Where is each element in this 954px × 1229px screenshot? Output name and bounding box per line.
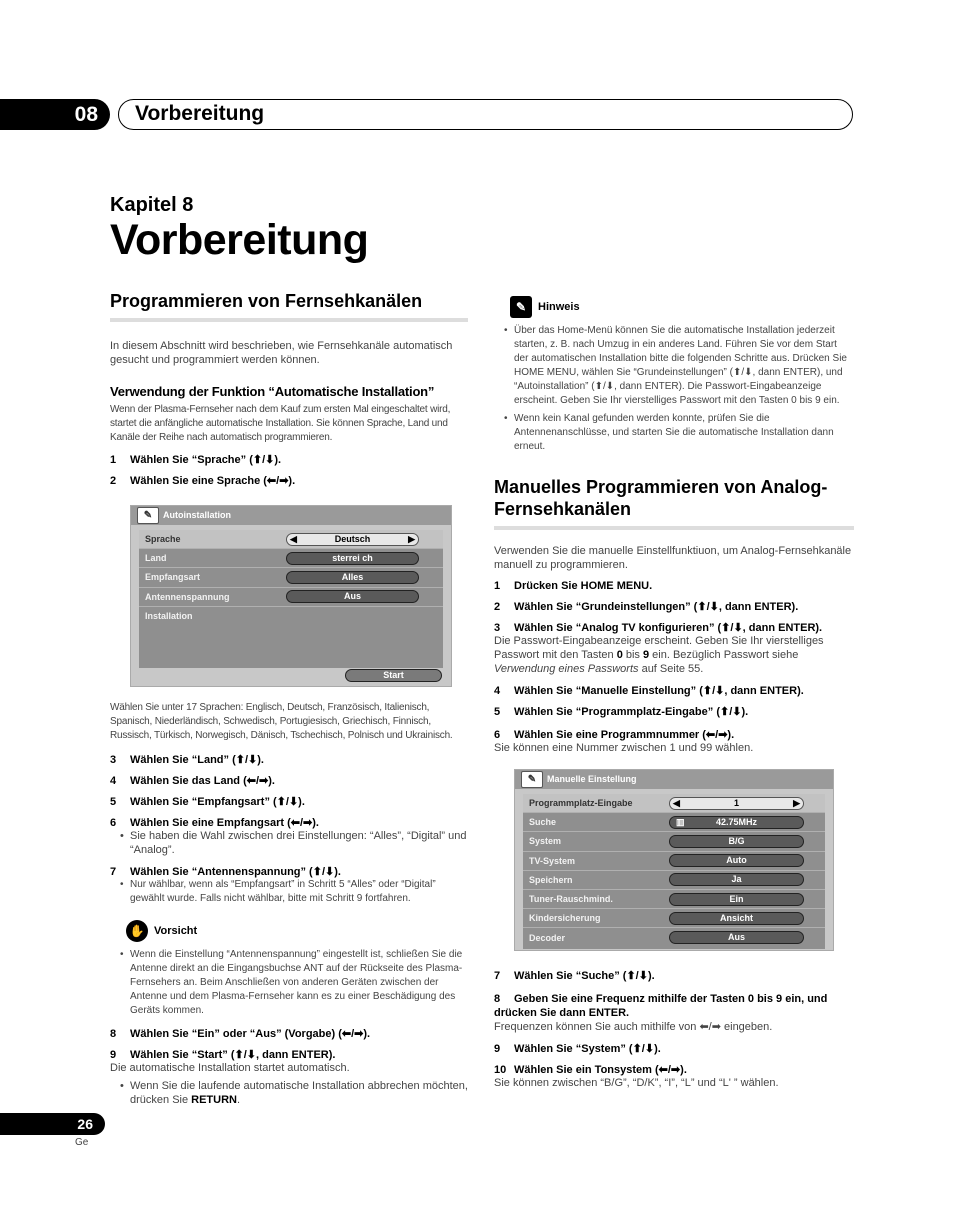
section-title-manual: Manuelles Programmieren von Analog-Fernsehkanälen [494, 476, 854, 530]
m-step-3: 3 Wählen Sie “Analog TV konfigurieren” (⬆/⬇, dann ENTER). [494, 622, 823, 634]
pencil-note-icon: ✎ [510, 296, 532, 318]
osd-row-programmplatz[interactable]: Programmplatz-Eingabe ◀ 1 ▶ [523, 794, 825, 813]
step-6: 6 Wählen Sie eine Empfangsart (⬅/➡). [110, 817, 319, 829]
osd-row-installation[interactable]: Installation [145, 611, 193, 622]
tv-menu-icon: ✎ [137, 507, 159, 524]
left-column [110, 290, 468, 1107]
m-step-8: 8 Geben Sie eine Frequenz mithilfe der Tasten 0 bis 9 ein, und drücken Sie dann ENTER. [494, 993, 828, 1019]
osd-body [139, 530, 443, 668]
m-step-6: 6 Wählen Sie eine Programmnummer (⬅/➡). [494, 729, 735, 741]
step-9-text: Die automatische Installation startet automatisch. [110, 1062, 350, 1074]
step-6-bullet: • Sie haben die Wahl zwischen drei Einstellungen: “Alles”, “Digital” und “Analog”. [110, 829, 468, 857]
osd-row-suche[interactable]: Suche ▥ 42.75MHz [523, 813, 825, 832]
keypad-icon: ▥ [676, 816, 685, 827]
m-step-6-text: Sie können eine Nummer zwischen 1 und 99 wählen. [494, 742, 754, 754]
step-5: 5 Wählen Sie “Empfangsart” (⬆/⬇). [110, 796, 305, 808]
osd-autoinstallation [130, 505, 452, 687]
step-7-bullet: • Nur wählbar, wenn als “Empfangsart” in Schritt 5 “Alles” oder “Digital” gewählt wurde. Falls nicht wählbar, bitte mit Schritt 9 fortfahren. [110, 878, 468, 906]
chapter-number-tab: 08 [0, 99, 110, 130]
osd-manual-body [523, 794, 825, 949]
page-number: 26 [0, 1113, 105, 1135]
note-header: ✎ Hinweis [494, 296, 854, 318]
caution-header: ✋ Vorsicht [110, 920, 468, 942]
kapitel-label: Kapitel 8 [110, 194, 194, 216]
step-8: 8 Wählen Sie “Ein” oder “Aus” (Vorgabe) (⬅/➡). [110, 1028, 371, 1040]
m-step-10-text: Sie können zwischen “B/G”, “D/K”, “I”, “L” und “L' ” wählen. [494, 1077, 779, 1089]
m-step-3-text: Die Passwort-Eingabeanzeige erscheint. Geben Sie Ihr vierstelliges Passwort mit den Tasten 0 bis 9 ein. Bezüglich Passwort siehe Verwendung eines Passworts auf Seite 55. [494, 635, 824, 675]
osd-row-tuner[interactable]: Tuner-Rauschmind. Ein [523, 890, 825, 909]
language-selector[interactable]: ◀ Deutsch ▶ [286, 533, 419, 546]
osd-row-land[interactable]: Land sterrei ch [139, 549, 443, 568]
osd-row-empfangsart[interactable]: Empfangsart Alles [139, 568, 443, 587]
caution-text: • Wenn die Einstellung “Antennenspannung” eingestellt ist, schließen Sie die Antenne direkt an die Eingangsbuchse ANT auf der Rückseite des Plasma-Fernsehers an. Beim Anschließen von anderen Geräten zwischen der Antenne und dem Plasma-Fernseher kann es zu einer Beschädigung des Geräts kommen. [110, 948, 468, 1018]
osd-row-antennenspannung[interactable]: Antennenspannung Aus [139, 588, 443, 607]
m-step-2: 2 Wählen Sie “Grundeinstellungen” (⬆/⬇, dann ENTER). [494, 601, 799, 613]
page-title: Vorbereitung [110, 216, 369, 264]
program-selector[interactable]: ◀ 1 ▶ [669, 797, 804, 810]
tv-menu-icon: ✎ [521, 771, 543, 788]
note-2: • Wenn kein Kanal gefunden werden konnte, prüfen Sie die Antennenanschlüsse, und starten Sie die automatische Installation dann erneut. [494, 412, 854, 454]
m-step-7: 7 Wählen Sie “Suche” (⬆/⬇). [494, 970, 655, 982]
osd-row-speichern[interactable]: Speichern Ja [523, 871, 825, 890]
chapter-title-bar: Vorbereitung [118, 99, 853, 130]
step-9: 9 Wählen Sie “Start” (⬆/⬇, dann ENTER). [110, 1049, 336, 1061]
languages-text: Wählen Sie unter 17 Sprachen: Englisch, Deutsch, Französisch, Italienisch, Spanisch, Niederländisch, Schwedisch, Portugiesisch, Griechisch, Finnisch, Russisch, Türkisch, Norwegisch, Dänisch, Tschechisch, Polnisch und Ukrainisch. [110, 702, 453, 741]
subsection-title: Verwendung der Funktion “Automatische Installation” [110, 384, 435, 399]
m-step-1: 1 Drücken Sie HOME MENU. [494, 580, 653, 592]
arrow-right-icon[interactable]: ▶ [408, 533, 415, 544]
step-2: 2 Wählen Sie eine Sprache (⬅/➡). [110, 475, 296, 487]
m-step-9: 9 Wählen Sie “System” (⬆/⬇). [494, 1043, 661, 1055]
language-code: Ge [75, 1137, 89, 1148]
section-title-auto: Programmieren von Fernsehkanälen [110, 290, 468, 322]
note-1: • Über das Home-Menü können Sie die automatische Installation jederzeit starten, z. B. nach Umzug in ein anderes Land. Führen Sie vor dem Start der automatischen Installation bitte die folgenden Schritte aus. Drücken Sie HOME MENU, wählen Sie “Grundeinstellungen” (⬆/⬇, dann ENTER), und “Autoinstallation” (⬆/⬇, dann ENTER). Die Passwort-Eingabeanzeige erscheint. Geben Sie Ihr vierstelliges Passwort mit den Tasten 0 bis 9 ein. [494, 324, 854, 408]
arrow-left-icon[interactable]: ◀ [290, 533, 297, 544]
right-column [494, 296, 854, 1090]
m-step-4: 4 Wählen Sie “Manuelle Einstellung” (⬆/⬇, dann ENTER). [494, 685, 804, 697]
osd-row-decoder[interactable]: Decoder Aus [523, 928, 825, 947]
step-7: 7 Wählen Sie “Antennenspannung” (⬆/⬇). [110, 866, 341, 878]
step-1: 1 Wählen Sie “Sprache” (⬆/⬇). [110, 454, 282, 466]
osd-row-kindersicherung[interactable]: Kindersicherung Ansicht [523, 909, 825, 928]
arrow-left-icon[interactable]: ◀ [673, 797, 680, 808]
step-9-bullet: • Wenn Sie die laufende automatische Installation abbrechen möchten, drücken Sie RETURN. [110, 1079, 468, 1107]
osd-manual-title: ✎ Manuelle Einstellung [515, 770, 833, 789]
subsection-text: Wenn der Plasma-Fernseher nach dem Kauf zum ersten Mal eingeschaltet wird, startet die anfängliche automatische Installation. Sie können Sprache, Land und Kanäle der Reihe nach automatisch programmieren. [110, 404, 451, 443]
step-4: 4 Wählen Sie das Land (⬅/➡). [110, 775, 275, 787]
m-step-10: 10 Wählen Sie ein Tonsystem (⬅/➡). [494, 1064, 687, 1076]
osd-row-system[interactable]: System B/G [523, 832, 825, 851]
osd-row-sprache[interactable]: Sprache ◀ Deutsch ▶ [139, 530, 443, 549]
caution-hand-icon: ✋ [126, 920, 148, 942]
osd-row-tv-system[interactable]: TV-System Auto [523, 852, 825, 871]
manual-intro: Verwenden Sie die manuelle Einstellfunktiuon, um Analog-Fernsehkanäle manuell zu programmieren. [494, 545, 852, 571]
osd-start-button[interactable]: Start [345, 669, 442, 682]
arrow-right-icon[interactable]: ▶ [793, 797, 800, 808]
osd-title: ✎ Autoinstallation [131, 506, 451, 525]
intro-text: In diesem Abschnitt wird beschrieben, wie Fernsehkanäle automatisch gesucht und programmiert werden können. [110, 340, 453, 366]
m-step-5: 5 Wählen Sie “Programmplatz-Eingabe” (⬆/⬇). [494, 706, 749, 718]
osd-manuelle-einstellung [514, 769, 834, 951]
m-step-8-text: Frequenzen können Sie auch mithilfe von ⬅/➡ eingeben. [494, 1021, 773, 1033]
step-3: 3 Wählen Sie “Land” (⬆/⬇). [110, 754, 264, 766]
